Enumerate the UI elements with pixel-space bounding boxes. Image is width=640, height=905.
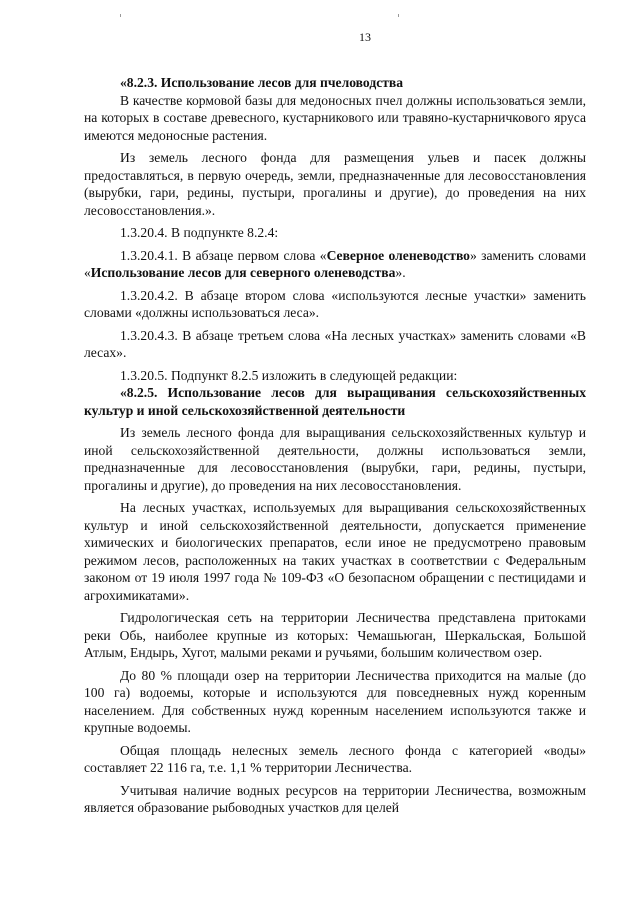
scan-speck xyxy=(398,14,399,17)
paragraph: Учитывая наличие водных ресурсов на территории Лесничества, возможным является образование рыбоводных участков для целей xyxy=(84,782,586,815)
amendment-item: 1.3.20.4.3. В абзаце третьем слова «На лесных участках» заменить словами «В лесах». xyxy=(84,327,586,360)
paragraph: На лесных участках, используемых для выращивания сельскохозяйственных культур и иной сельскохозяйственной деятельности, допускается применение химических и биологических препаратов, если иное не предусмотрено правовым режимом лесов, расположенных на таких участках в соответствии с Федеральным законом от 19 июля 1997 года № 109-ФЗ «О безопасном обращении с пестицидами и агрохимикатами». xyxy=(84,500,586,603)
paragraph: Общая площадь нелесных земель лесного фонда с категорией «воды» составляет 22 116 га, т.е. 1,1 % территории Лесничества. xyxy=(84,742,586,775)
paragraph: В качестве кормовой базы для медоносных пчел должны использоваться земли, на которых в составе древесного, кустарникового или травяно-кустарничкового яруса имеются медоносные растения. xyxy=(84,92,586,143)
paragraph: Из земель лесного фонда для выращивания сельскохозяйственных культур и иной сельскохозяйственной деятельности, должны использоваться земли, предназначенные для лесовосстановления (вырубки, гари, редины, пустыри, прогалины и другие), до проведения на них лесовосстановления. xyxy=(84,425,586,493)
paragraph: До 80 % площади озер на территории Лесничества приходится на малые (до 100 га) водоемы, которые и используются для повседневных нужд коренным населением. Для собственных нужд коренным населением используются также и крупные водоемы. xyxy=(84,667,586,735)
paragraph: Из земель лесного фонда для размещения ульев и пасек должны предоставляться, в первую очередь, земли, предназначенные для лесовосстановления (вырубки, гари, редины, пустыри, прогалины и другие), до проведения на них лесовосстановления.». xyxy=(84,150,586,218)
amendment-item: 1.3.20.5. Подпункт 8.2.5 изложить в следующей редакции: xyxy=(120,367,458,383)
amendment-item: 1.3.20.4.2. В абзаце втором слова «используются лесные участки» заменить словами «должны использоваться леса». xyxy=(84,287,586,320)
paragraph: Гидрологическая сеть на территории Лесничества представлена притоками реки Обь, наиболее крупные из которых: Чемашьюган, Шеркальская, Большой Атлым, Ендырь, Хугот, малыми реками и ручьями, большим количеством озер. xyxy=(84,610,586,660)
amendment-item: 1.3.20.4. В подпункте 8.2.4: xyxy=(120,225,279,240)
scan-speck xyxy=(120,14,121,17)
amendment-item: 1.3.20.4.1. В абзаце первом слова «Северное оленеводство» заменить словами «Использование лесов для северного оленеводства». xyxy=(84,247,586,280)
section-heading-8-2-3: «8.2.3. Использование лесов для пчеловодства xyxy=(120,75,404,90)
page-number: 13 xyxy=(359,30,371,44)
section-heading-8-2-5: «8.2.5. Использование лесов для выращивания сельскохозяйственных культур и иной сельскохозяйственной деятельности xyxy=(84,385,586,418)
